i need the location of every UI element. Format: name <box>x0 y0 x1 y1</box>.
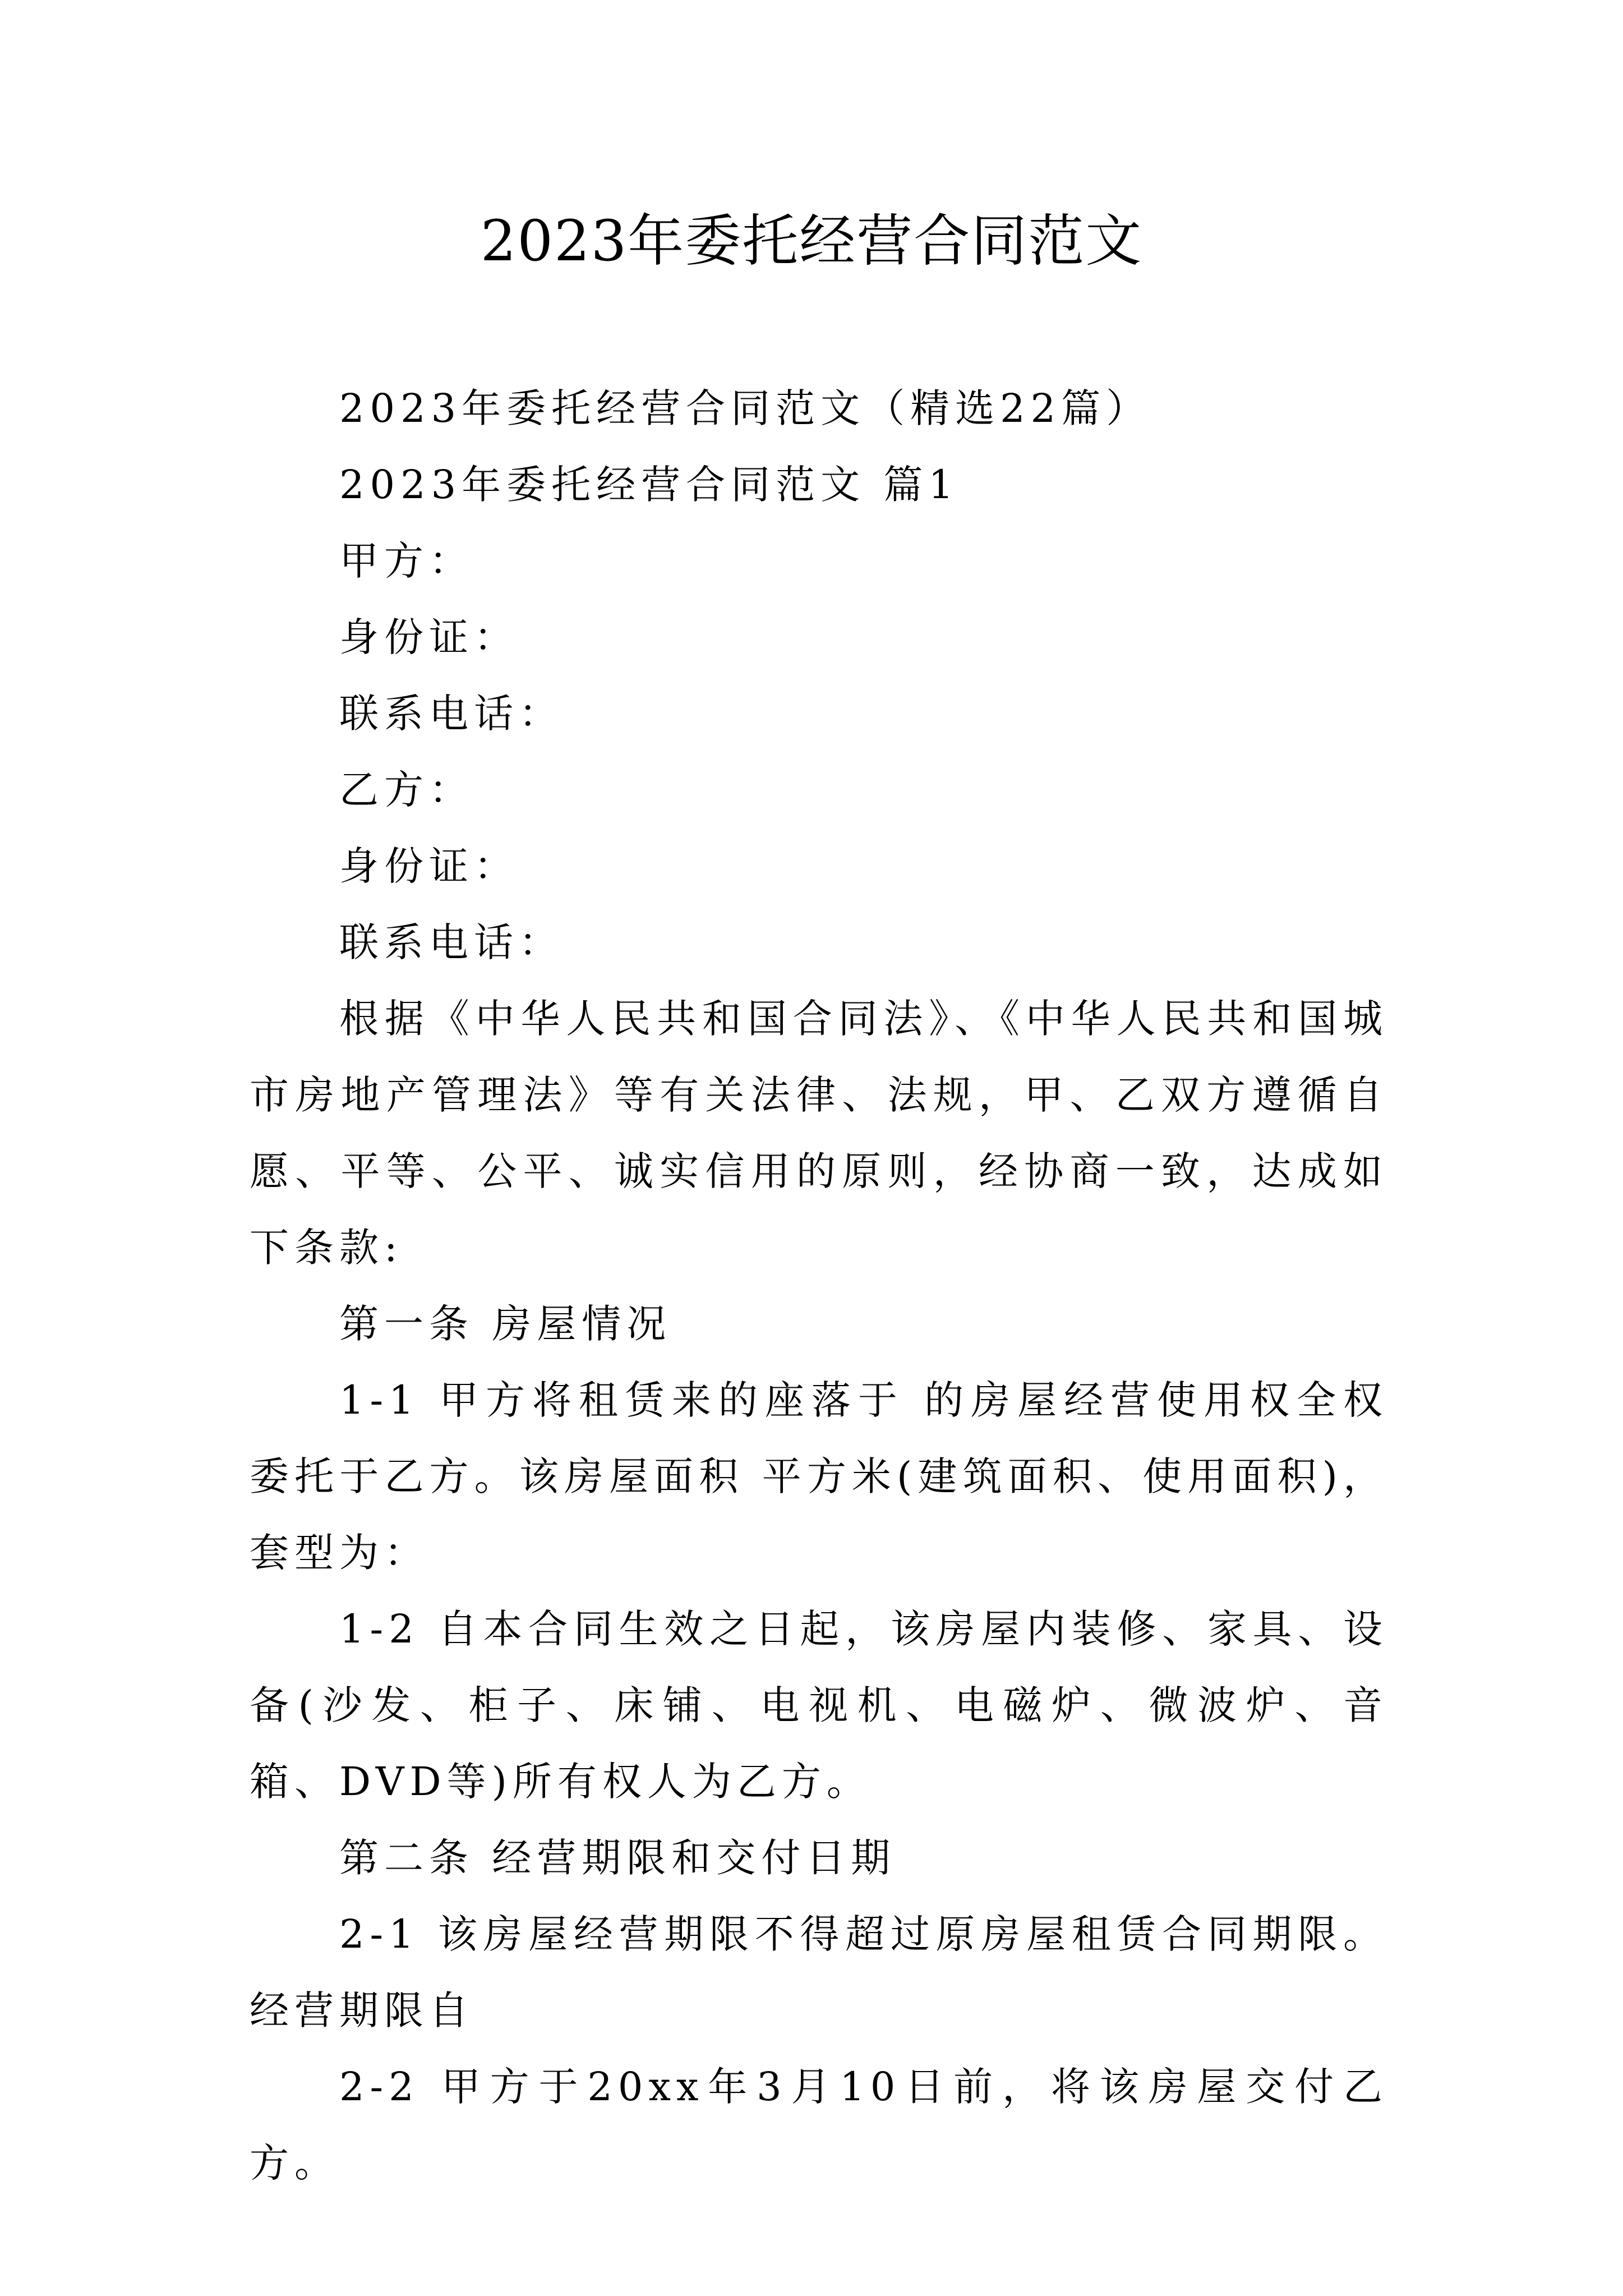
paragraph-collection-title: 2023年委托经营合同范文（精选22篇） <box>339 385 1151 431</box>
article-2-heading: 第二条 经营期限和交付日期 <box>339 1835 896 1881</box>
field-party-a-id: 身份证： <box>339 614 519 660</box>
clause-1-2: 1-2 自本合同生效之日起，该房屋内装修、家具、设备(沙发、柜子、床铺、电视机、电磁炉、微波炉、音箱、DVD等)所有权人为乙方。 <box>250 1606 1388 1805</box>
field-party-b-id: 身份证： <box>339 843 519 889</box>
clause-2-1: 2-1 该房屋经营期限不得超过原房屋租赁合同期限。经营期限自 <box>250 1911 1388 2033</box>
field-party-a-phone: 联系电话： <box>339 691 564 737</box>
document-title: 2023年委托经营合同范文 <box>480 208 1143 274</box>
field-party-a: 甲方： <box>339 538 474 584</box>
article-1-heading: 第一条 房屋情况 <box>339 1301 672 1347</box>
field-party-b: 乙方： <box>339 767 474 813</box>
clause-2-2: 2-2 甲方于20xx年3月10日前，将该房屋交付乙方。 <box>250 2064 1388 2186</box>
paragraph-preamble: 根据《中华人民共和国合同法》、《中华人民共和国城市房地产管理法》等有关法律、法规，甲、乙双方遵循自愿、平等、公平、诚实信用的原则，经协商一致，达成如下条款: <box>250 996 1388 1271</box>
field-party-b-phone: 联系电话： <box>339 919 564 965</box>
document-body <box>250 370 1388 2201</box>
paragraph-section-heading: 2023年委托经营合同范文 篇1 <box>339 462 959 508</box>
clause-1-1: 1-1 甲方将租赁来的座落于 的房屋经营使用权全权委托于乙方。该房屋面积 平方米(建筑面积、使用面积)，套型为： <box>250 1377 1388 1576</box>
